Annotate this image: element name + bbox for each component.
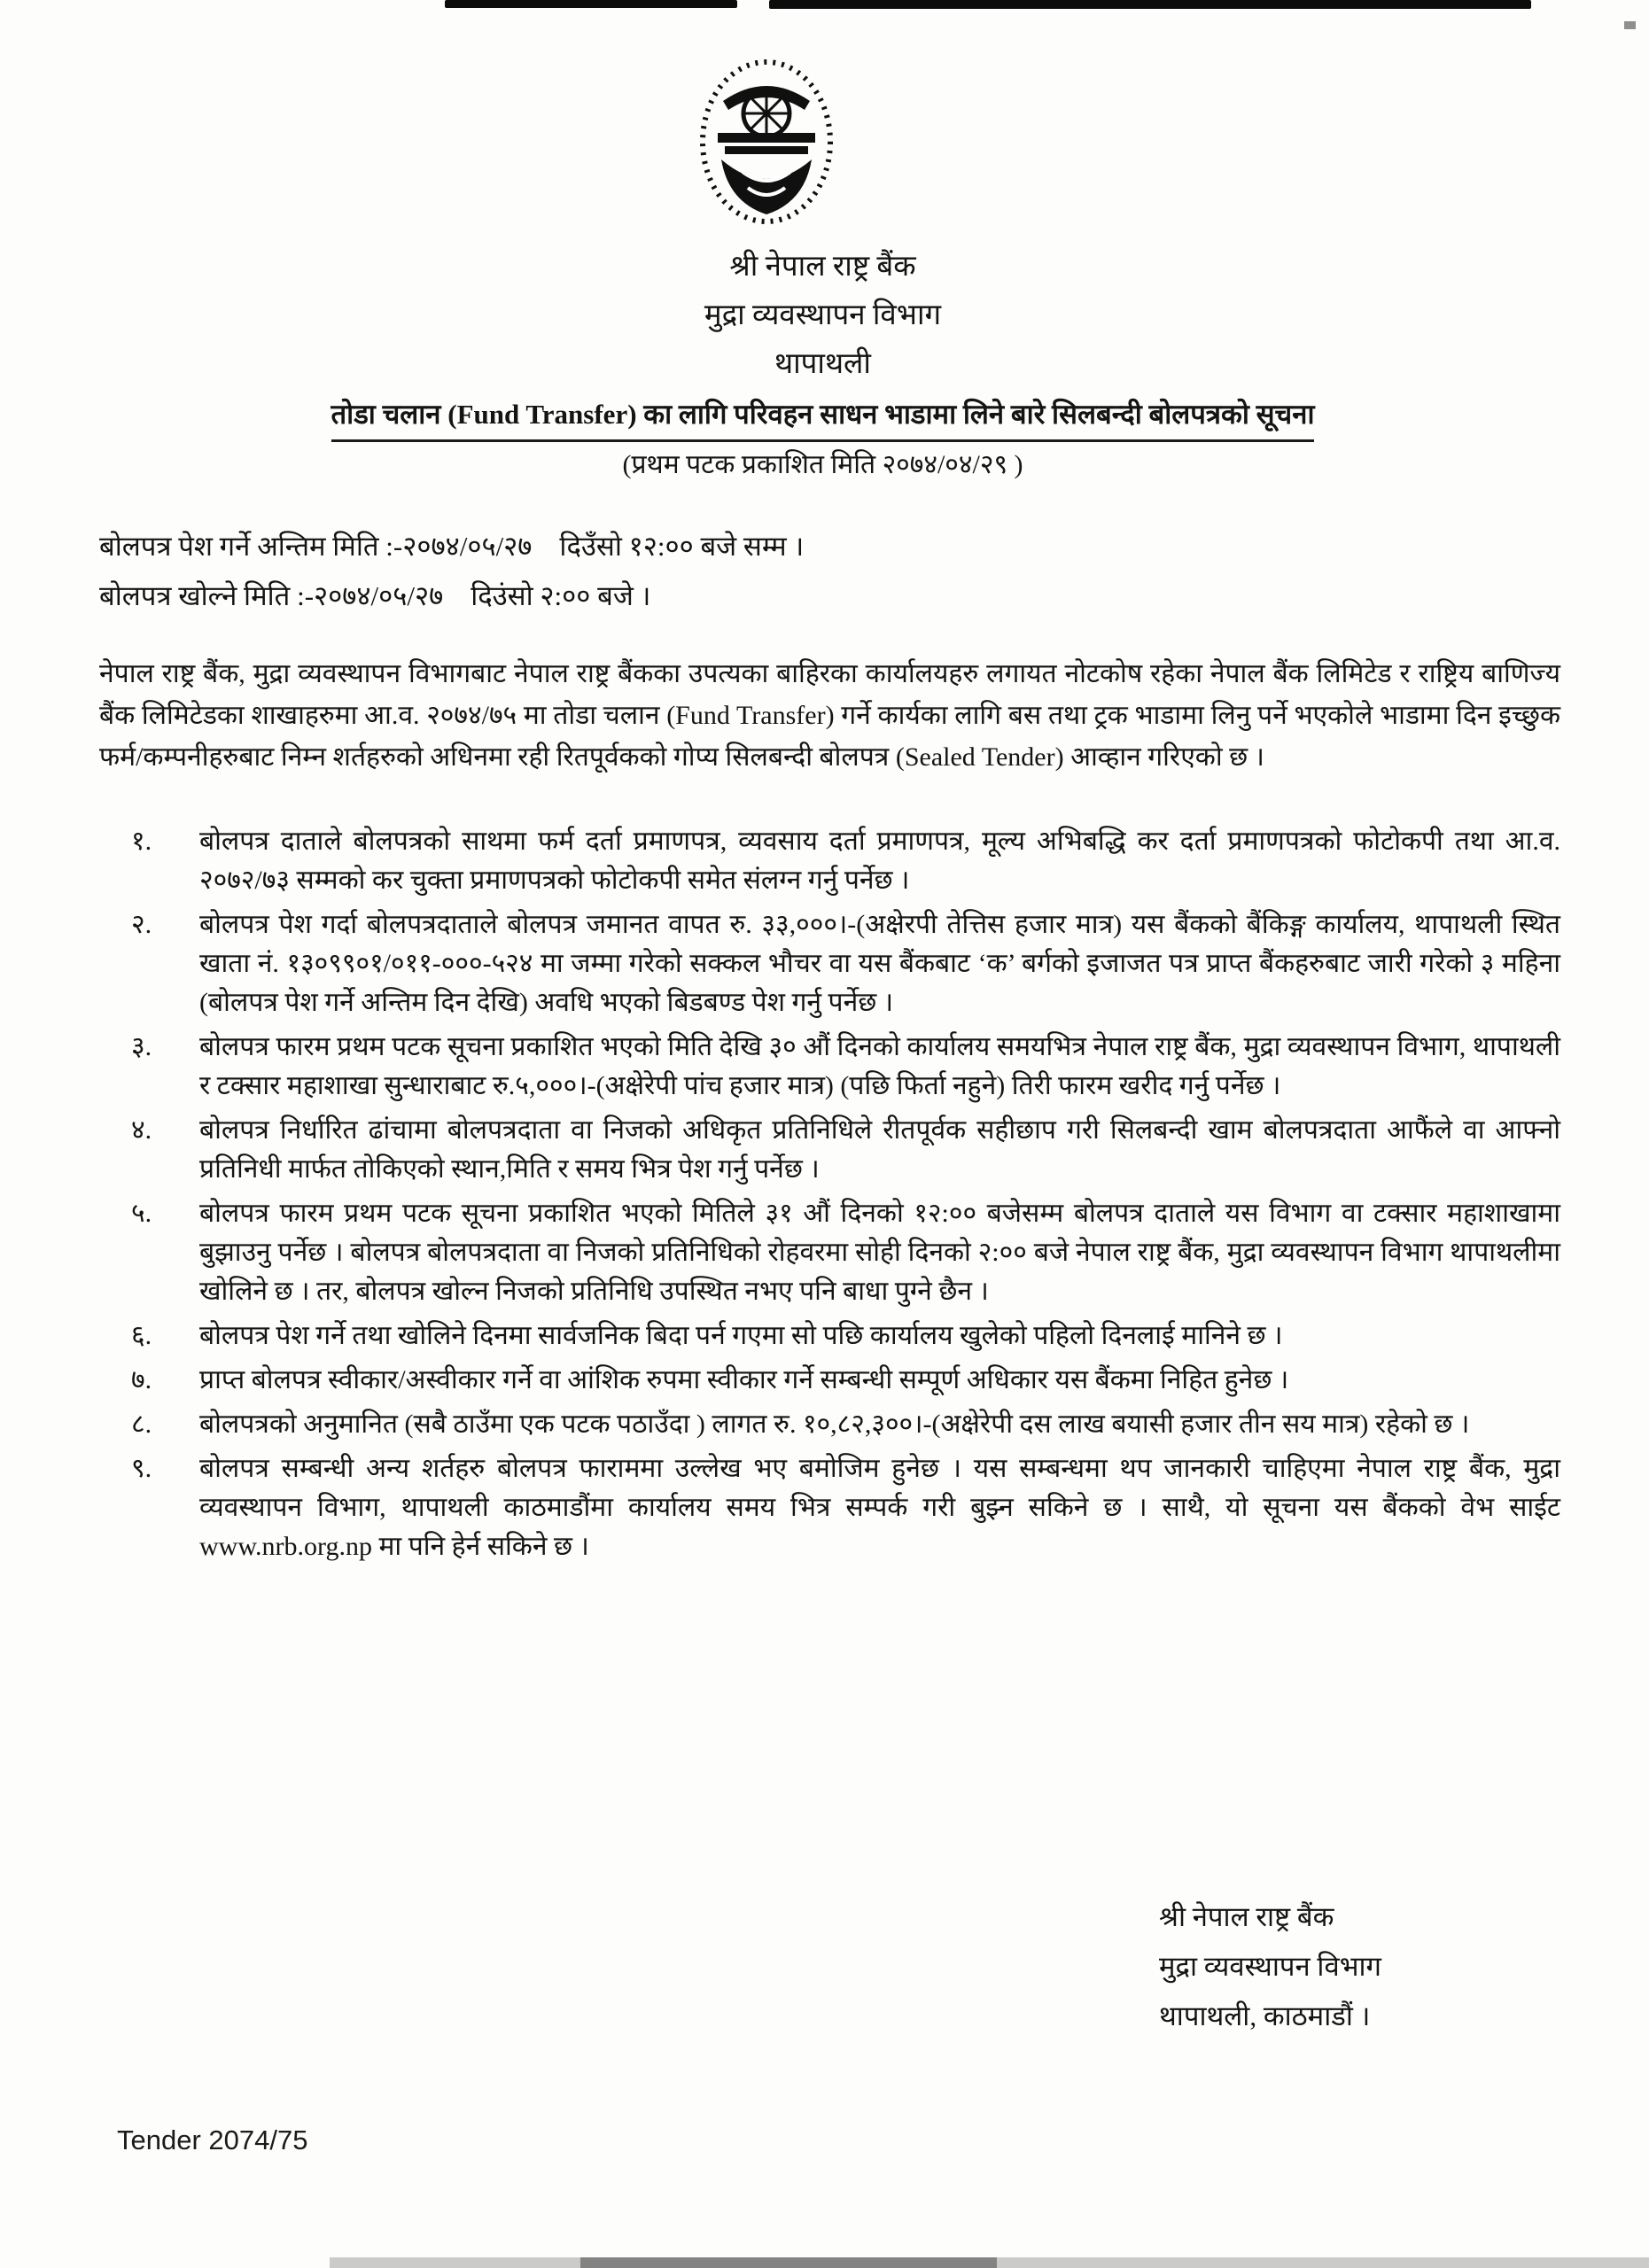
scan-artifact-bottom <box>580 2257 997 2268</box>
term-text: बोलपत्र फारम प्रथम पटक सूचना प्रकाशित भएको मिति देखि ३० औं दिनको कार्यालय समयभित्र नेपाल राष्ट्र बैंक, मुद्रा व्यवस्थापन विभाग, थापाथली र टक्सार महाशाखा सुन्धाराबाट रु.५,०००।-(अक्षेरेपी पांच हजार मात्र) (पछि फिर्ता नहुने) तिरी फारम खरीद गर्नु पर्नेछ । <box>199 1032 1560 1100</box>
tender-reference: Tender 2074/75 <box>117 2124 308 2155</box>
term-text: बोलपत्र सम्बन्धी अन्य शर्तहरु बोलपत्र फाराममा उल्लेख भए बमोजिम हुनेछ । यस सम्बन्धमा थप जानकारी चाहिएमा नेपाल राष्ट्र बैंक, मुद्रा व्यवस्थापन विभाग, थापाथली काठमाडौंमा कार्यालय समय भित्र सम्पर्क गरी बुझ्न सकिने छ । साथै, यो सूचना यस बैंकको वेभ साईट www.nrb.org.np मा पनि हेर्न सकिने छ । <box>199 1454 1560 1561</box>
term-item-9 <box>99 1449 1560 1566</box>
term-text: बोलपत्र निर्धारित ढांचामा बोलपत्रदाता वा निजको अधिकृत प्रतिनिधिले रीतपूर्वक सहीछाप गरी सिलबन्दी खाम बोलपत्रदाता आफैंले वा आफ्नो प्रतिनिधी मार्फत तोकिएको स्थान,मिति र समय भित्र पेश गर्नु पर्नेछ । <box>199 1115 1560 1184</box>
logo-area <box>35 0 1497 243</box>
scan-artifact-speck <box>1624 21 1636 29</box>
term-text: बोलपत्र पेश गर्ने तथा खोलिने दिनमा सार्वजनिक बिदा पर्न गएमा सो पछि कार्यालय खुलेको पहिलो दिनलाई मानिने छ । <box>199 1321 1283 1350</box>
term-number: ७. <box>131 1365 152 1394</box>
term-text: बोलपत्र दाताले बोलपत्रको साथमा फर्म दर्ता प्रमाणपत्र, व्यवसाय दर्ता प्रमाणपत्र, मूल्य अभिबद्धि कर दर्ता प्रमाणपत्रको फोटोकपी तथा आ.व. २०७२/७३ सम्मको कर चुक्ता प्रमाणपत्रको फोटोकपी समेत संलग्न गर्नु पर्नेछ । <box>199 827 1560 895</box>
signature-org: श्री नेपाल राष्ट्र बैंक <box>1159 1901 1334 1932</box>
term-number: १. <box>131 827 152 856</box>
term-number: ६. <box>131 1321 152 1350</box>
term-number: ४. <box>131 1115 152 1145</box>
term-number: ३. <box>131 1032 152 1061</box>
term-text: बोलपत्रको अनुमानित (सबै ठाउँमा एक पटक पठाउँदा ) लागत रु. १०,८२,३००।-(अक्षेरेपी दस लाख बयासी हजार तीन सय मात्र) रहेको छ । <box>199 1410 1470 1439</box>
org-name: श्री नेपाल राष्ट्र बैंक <box>729 251 916 283</box>
term-item-6 <box>99 1317 1560 1355</box>
nepal-rastra-bank-seal-icon <box>696 55 836 229</box>
signature-department: मुद्रा व्यवस्थापन विभाग <box>1159 1951 1381 1982</box>
term-text: बोलपत्र पेश गर्दा बोलपत्रदाताले बोलपत्र जमानत वापत रु. ३३,०००।-(अक्षेरपी तेत्तिस हजार मात्र) यस बैंकको बैंकिङ्ग कार्यालय, थापाथली स्थित खाता नं. १३०९९०१/०११-०००-५२४ मा जम्मा गरेको सक्कल भौचर वा यस बैंकबाट ‘क’ बर्गको इजाजत पत्र प्राप्त बैंकहरुबाट जारी गरेको ३ महिना (बोलपत्र पेश गर्ने अन्तिम दिन देखि) अवधि भएको बिडबण्ड पेश गर्नु पर्नेछ । <box>199 910 1560 1017</box>
published-date-line: (प्रथम पटक प्रकाशित मिति २०७४/०४/२९ ) <box>622 450 1023 479</box>
term-item-2 <box>99 905 1560 1022</box>
signature-block <box>1159 1892 1381 2041</box>
term-item-8 <box>99 1405 1560 1444</box>
term-item-5 <box>99 1194 1560 1311</box>
org-department: मुद्रा व्यवस्थापन विभाग <box>704 299 942 331</box>
term-text: प्राप्त बोलपत्र स्वीकार/अस्वीकार गर्ने वा आंशिक रुपमा स्वीकार गर्ने सम्बन्धी सम्पूर्ण अधिकार यस बैंकमा निहित हुनेछ । <box>199 1365 1289 1394</box>
term-number: २. <box>131 910 152 939</box>
deadline-block <box>99 522 1560 621</box>
term-number: ५. <box>131 1199 152 1228</box>
notice-title <box>92 392 1553 442</box>
term-item-7 <box>99 1361 1560 1400</box>
org-location: थापाथली <box>774 348 871 380</box>
signature-address: थापाथली, काठमाडौं । <box>1159 2000 1371 2031</box>
term-number: ८. <box>131 1410 152 1439</box>
term-number: ९. <box>131 1454 152 1483</box>
term-item-4 <box>99 1111 1560 1189</box>
term-text: बोलपत्र फारम प्रथम पटक सूचना प्रकाशित भएको मितिले ३१ औं दिनको १२:०० बजेसम्म बोलपत्र दाताले यस विभाग वा टक्सार महाशाखामा बुझाउनु पर्नेछ । बोलपत्र बोलपत्रदाता वा निजको प्रतिनिधिको रोहवरमा सोही दिनको २:०० बजे नेपाल राष्ट्र बैंक, मुद्रा व्यवस्थापन विभाग थापाथलीमा खोलिने छ । तर, बोलपत्र खोल्न निजको प्रतिनिधि उपस्थित नभए पनि बाधा पुग्ने छैन । <box>199 1199 1560 1306</box>
intro-paragraph: नेपाल राष्ट्र बैंक, मुद्रा व्यवस्थापन विभागबाट नेपाल राष्ट्र बैंकका उपत्यका बाहिरका कार्यालयहरु लगायत नोटकोष रहेका नेपाल बैंक लिमिटेड र राष्ट्रिय बाणिज्य बैंक लिमिटेडका शाखाहरुमा आ.व. २०७४/७५ मा तोडा चलान (Fund Transfer) गर्ने कार्यका लागि बस तथा ट्रक भाडामा लिनु पर्ने भएकोले भाडामा दिन इच्छुक फर्म/कम्पनीहरुबाट निम्न शर्तहरुको अधिनमा रही रितपूर्वकको गोप्य सिलबन्दी बोलपत्र (Sealed Tender) आव्हान गरिएको छ । <box>99 659 1560 772</box>
opening-date: बोलपत्र खोल्ने मिति :-२०७४/०५/२७ दिउंसो २:०० बजे । <box>99 580 651 611</box>
term-item-1 <box>99 822 1560 900</box>
submission-deadline: बोलपत्र पेश गर्ने अन्तिम मिति :-२०७४/०५/२७ दिउँसो १२:०० बजे सम्म । <box>99 531 805 562</box>
notice-title-text: तोडा चलान (Fund Transfer) का लागि परिवहन साधन भाडामा लिने बारे सिलबन्दी बोलपत्रको सूचना <box>331 392 1315 442</box>
terms-list <box>99 822 1560 1566</box>
term-item-3 <box>99 1028 1560 1106</box>
